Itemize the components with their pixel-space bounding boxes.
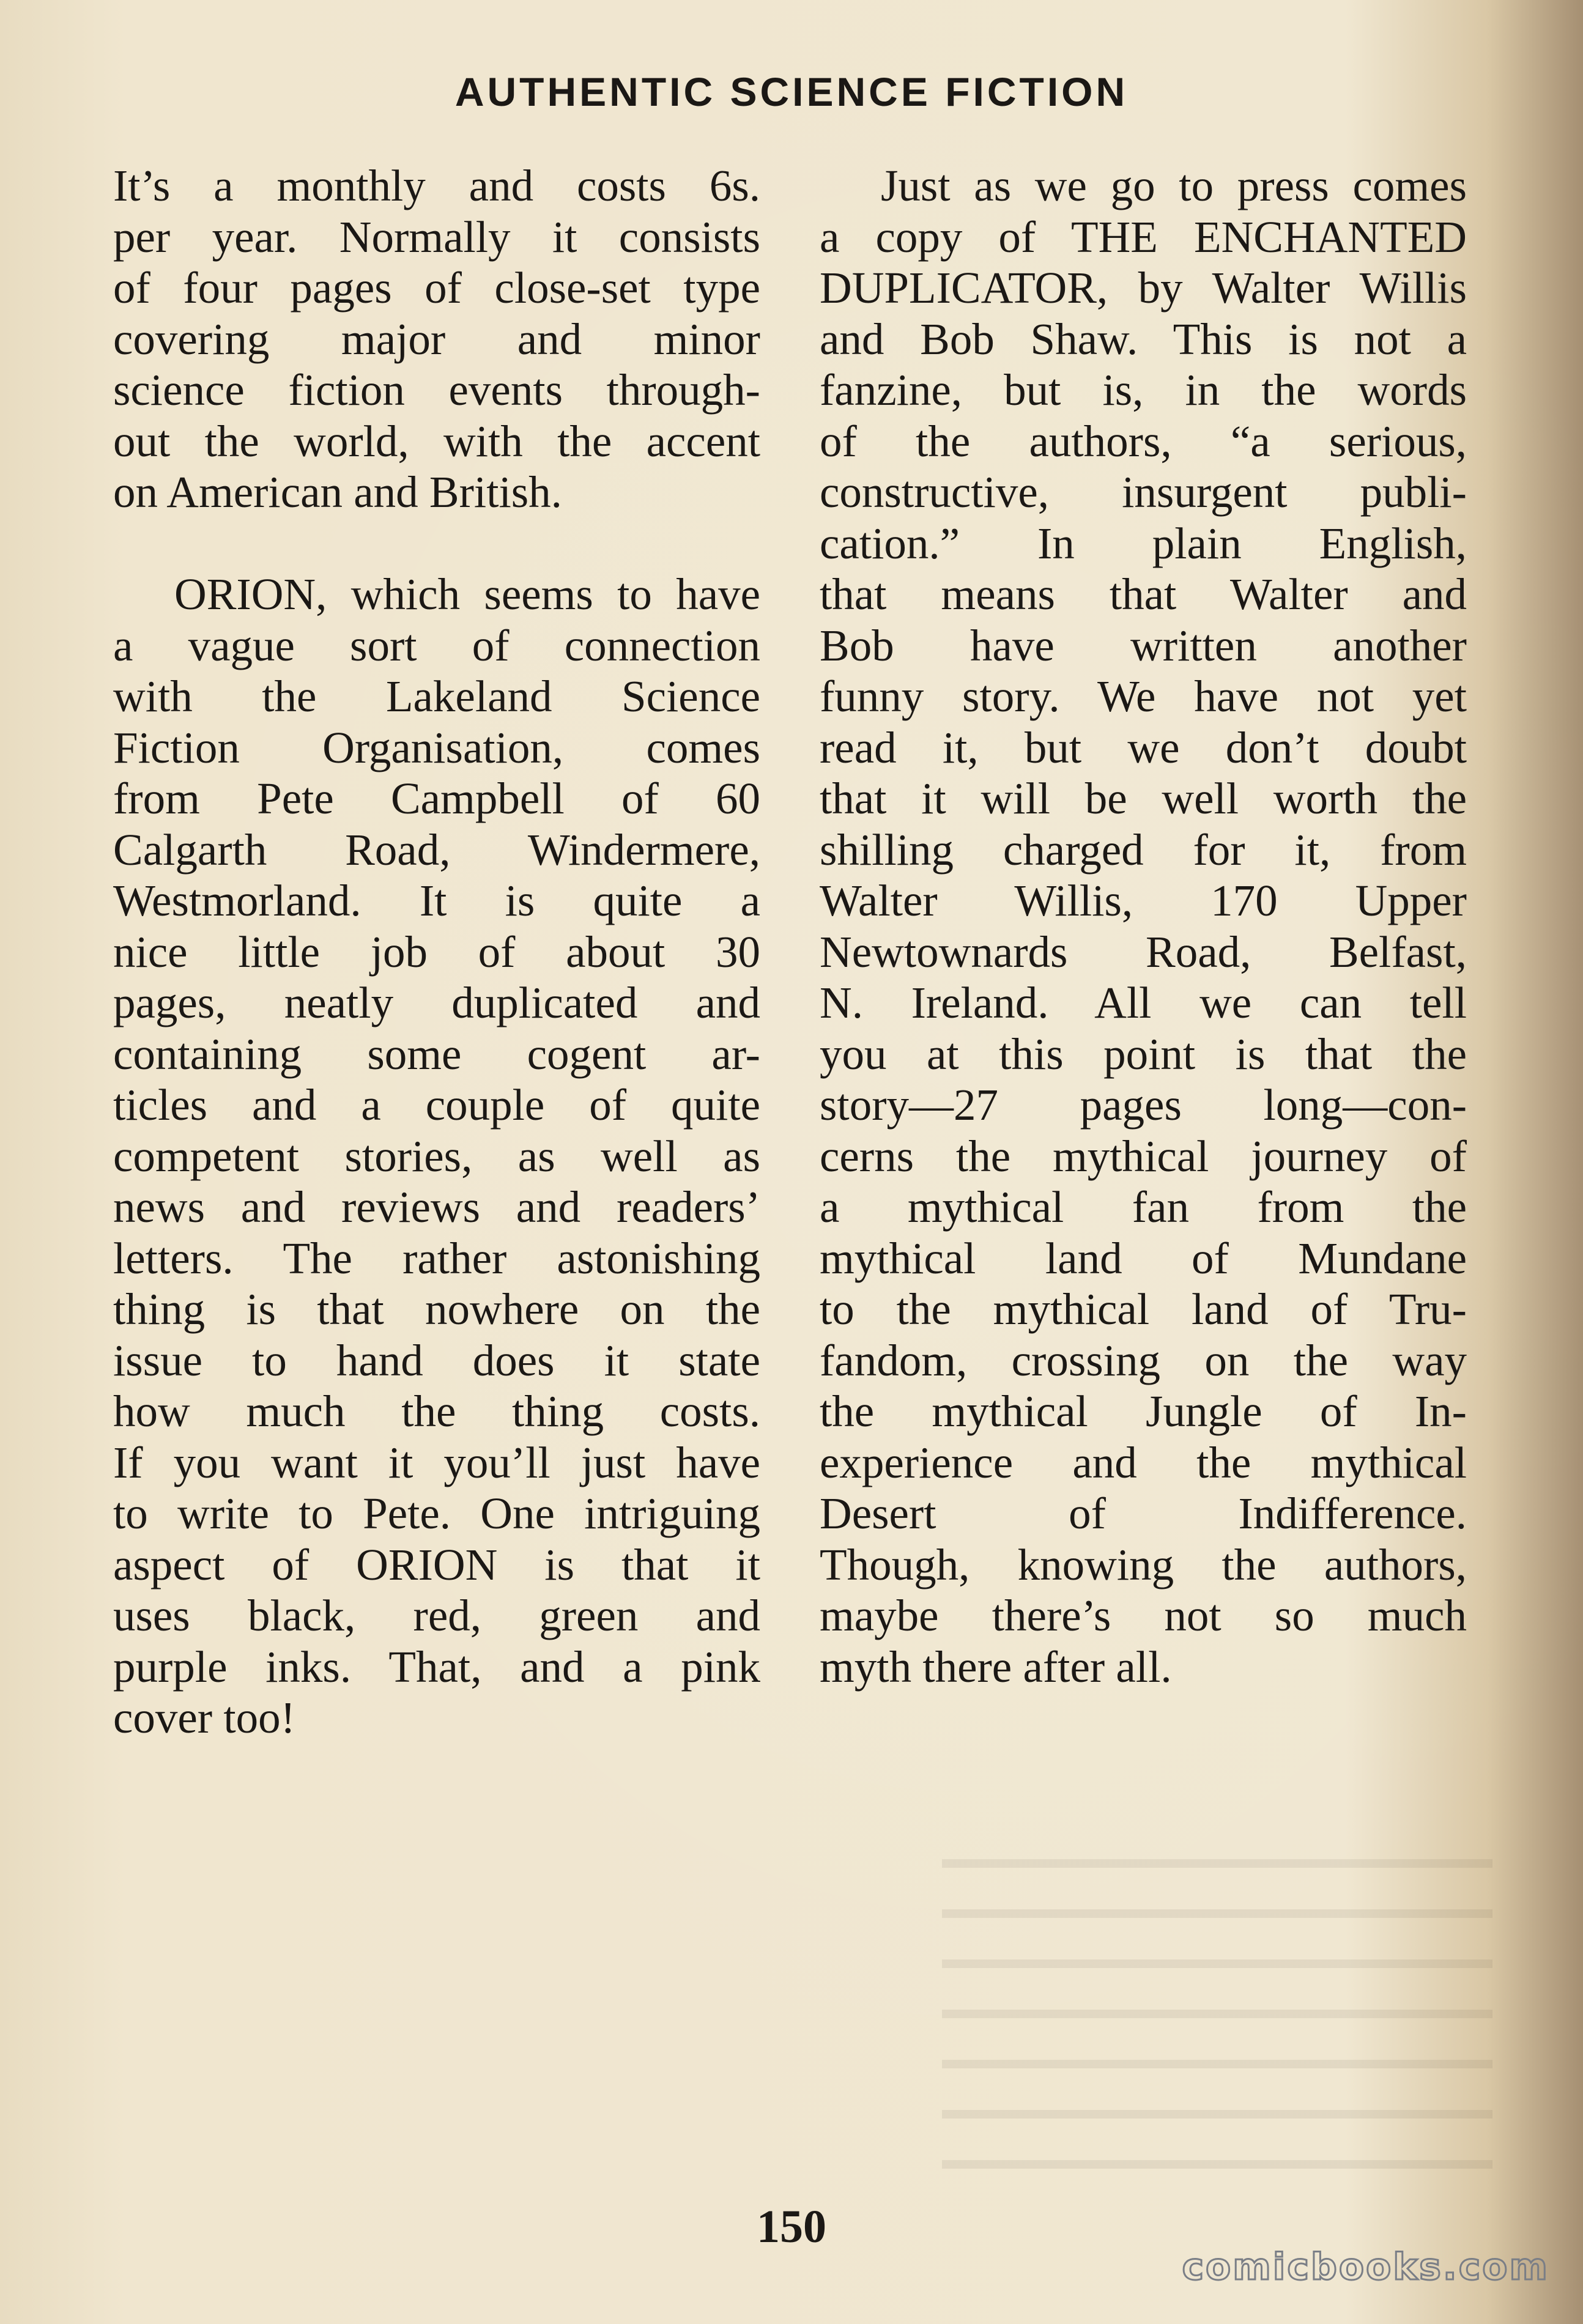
text-line: experience and the mythical bbox=[820, 1437, 1467, 1487]
text-line: constructive, insurgent publi- bbox=[820, 467, 1467, 517]
text-line: Walter Willis, 170 Upper bbox=[820, 876, 1467, 925]
text-line: nice little job of about 30 bbox=[113, 927, 760, 977]
running-head: AUTHENTIC SCIENCE FICTION bbox=[454, 69, 1129, 114]
text-line: Westmorland. It is quite a bbox=[113, 876, 760, 925]
text-line: containing some cogent ar- bbox=[113, 1029, 760, 1079]
text-line: the mythical Jungle of In- bbox=[820, 1386, 1467, 1436]
text-line: to the mythical land of Tru- bbox=[820, 1284, 1467, 1334]
show-through-texture bbox=[942, 1859, 1492, 2177]
right-column bbox=[820, 160, 1467, 1692]
text-line: that it will be well worth the bbox=[820, 774, 1467, 823]
text-line: per year. Normally it consists bbox=[113, 212, 760, 262]
text-line: and Bob Shaw. This is not a bbox=[820, 314, 1467, 364]
text-line: Calgarth Road, Windermere, bbox=[113, 824, 760, 875]
text-line: cerns the mythical journey of bbox=[820, 1131, 1467, 1181]
page-number: 150 bbox=[757, 2201, 826, 2252]
text-line: that means that Walter and bbox=[820, 569, 1467, 619]
text-line: letters. The rather astonishing bbox=[113, 1233, 760, 1283]
text-line: N. Ireland. All we can tell bbox=[820, 978, 1467, 1027]
text-line: cover too! bbox=[113, 1693, 295, 1742]
text-line: of four pages of close-set type bbox=[113, 263, 760, 313]
text-line: ticles and a couple of quite bbox=[113, 1080, 760, 1130]
text-line: you at this point is that the bbox=[820, 1029, 1467, 1079]
text-line: a vague sort of connection bbox=[113, 620, 760, 670]
text-line: It’s a monthly and costs 6s. bbox=[113, 161, 760, 210]
text-line: pages, neatly duplicated and bbox=[113, 978, 760, 1027]
text-line: a mythical fan from the bbox=[820, 1182, 1467, 1232]
text-line: mythical land of Mundane bbox=[820, 1233, 1467, 1283]
text-line: covering major and minor bbox=[113, 314, 760, 364]
text-line: If you want it you’ll just have bbox=[113, 1437, 760, 1487]
text-line: read it, but we don’t doubt bbox=[820, 722, 1467, 772]
text-line: competent stories, as well as bbox=[113, 1131, 760, 1181]
text-line: issue to hand does it state bbox=[113, 1335, 760, 1385]
text-line: shilling charged for it, from bbox=[820, 824, 1467, 875]
text-line: uses black, red, green and bbox=[113, 1591, 760, 1640]
text-line: to write to Pete. One intriguing bbox=[113, 1489, 760, 1538]
text-line: thing is that nowhere on the bbox=[113, 1284, 760, 1334]
text-line: with the Lakeland Science bbox=[113, 672, 760, 721]
text-line: fanzine, but is, in the words bbox=[820, 365, 1467, 415]
text-line: Desert of Indifference. bbox=[820, 1489, 1467, 1538]
text-line: out the world, with the accent bbox=[113, 416, 760, 466]
text-line: Just as we go to press comes bbox=[881, 161, 1467, 210]
text-line: how much the thing costs. bbox=[113, 1386, 760, 1436]
text-line: maybe there’s not so much bbox=[820, 1591, 1467, 1640]
text-line: on American and British. bbox=[113, 467, 562, 517]
text-line: DUPLICATOR, by Walter Willis bbox=[820, 263, 1467, 313]
text-line: science fiction events through- bbox=[113, 365, 760, 415]
text-line: myth there after all. bbox=[820, 1641, 1172, 1692]
text-line: story—27 pages long—con- bbox=[820, 1080, 1467, 1130]
text-line: cation.” In plain English, bbox=[820, 518, 1467, 568]
text-line: purple inks. That, and a pink bbox=[113, 1641, 760, 1692]
text-line: funny story. We have not yet bbox=[820, 672, 1467, 721]
text-line: aspect of ORION is that it bbox=[113, 1539, 760, 1589]
text-line: a copy of THE ENCHANTED bbox=[820, 212, 1467, 262]
text-line: Fiction Organisation, comes bbox=[113, 722, 760, 772]
watermark: comicbooks.com bbox=[1182, 2246, 1549, 2289]
text-line: fandom, crossing on the way bbox=[820, 1335, 1467, 1385]
text-line: ORION, which seems to have bbox=[174, 569, 760, 619]
text-line: from Pete Campbell of 60 bbox=[113, 774, 760, 823]
text-line: Newtownards Road, Belfast, bbox=[820, 927, 1467, 977]
text-line: Bob have written another bbox=[820, 620, 1467, 670]
text-line: of the authors, “a serious, bbox=[820, 416, 1467, 466]
text-line: Though, knowing the authors, bbox=[820, 1539, 1467, 1589]
left-column bbox=[113, 160, 760, 1744]
text-line: news and reviews and readers’ bbox=[113, 1182, 760, 1232]
